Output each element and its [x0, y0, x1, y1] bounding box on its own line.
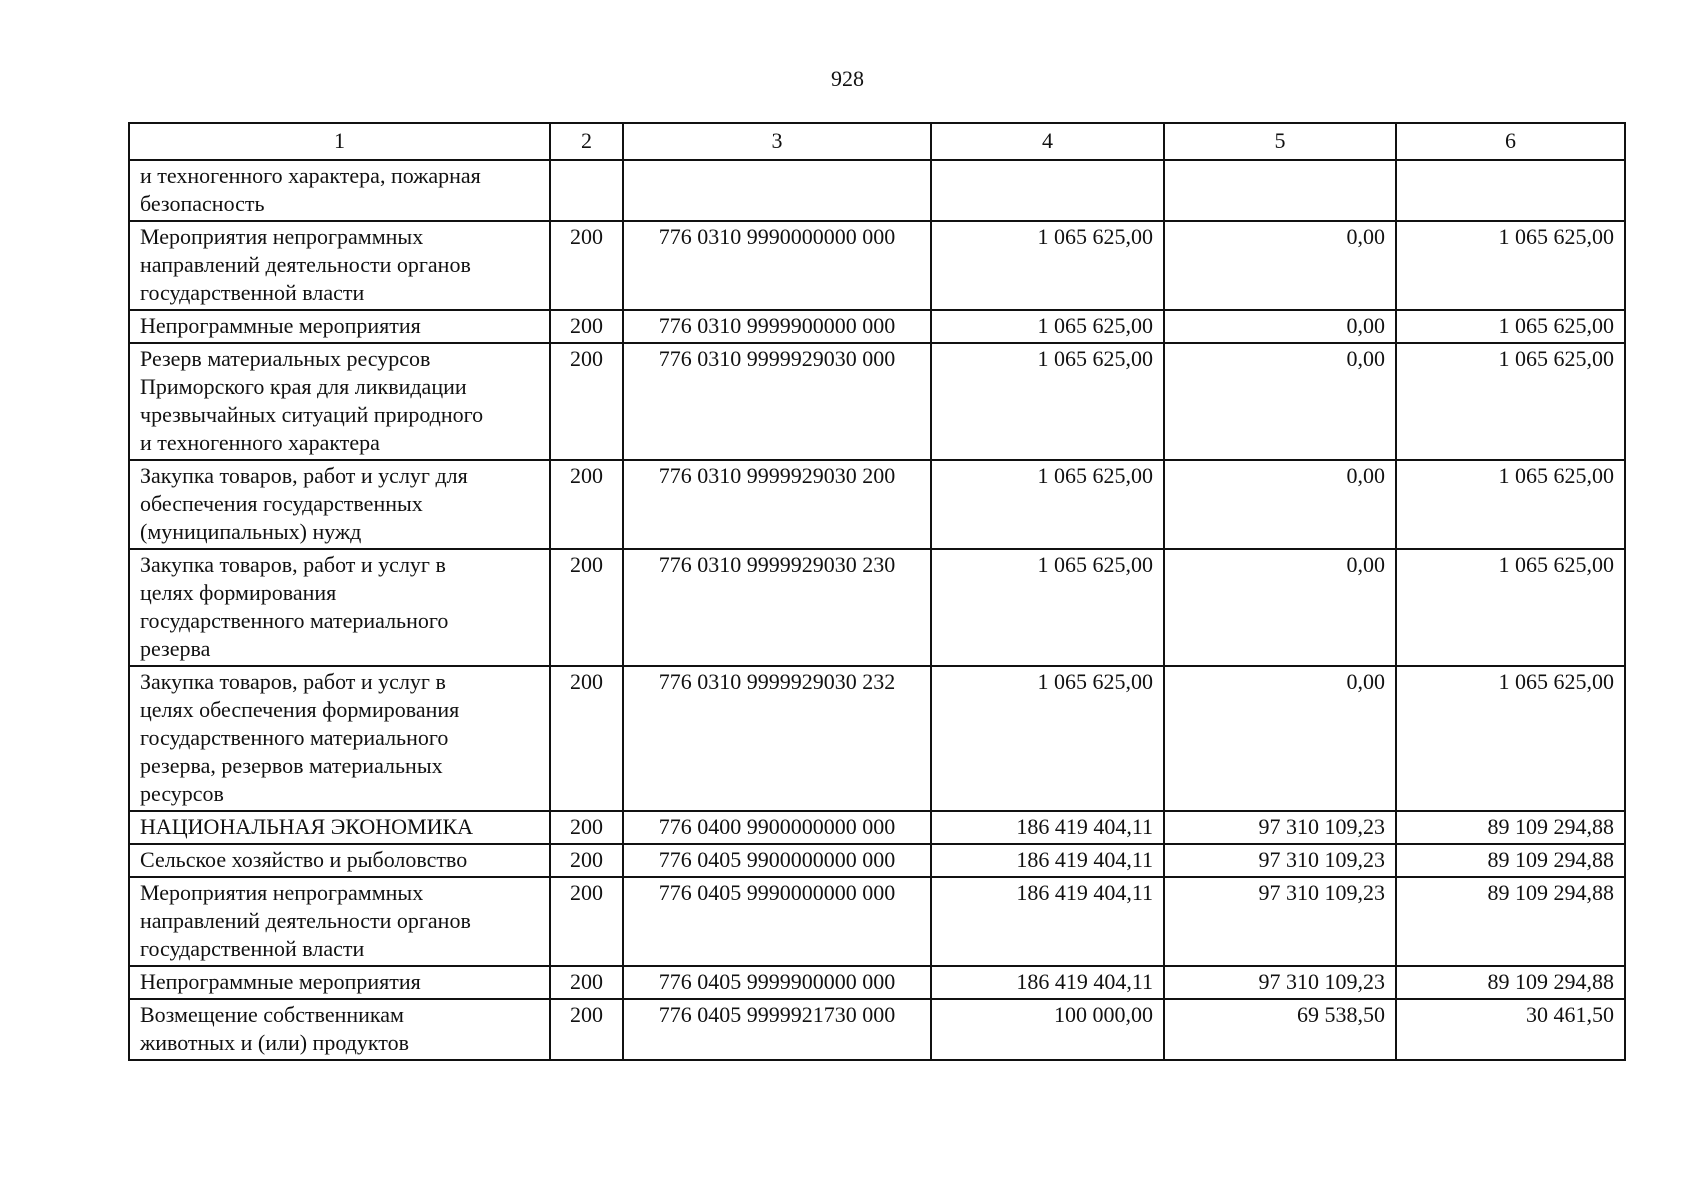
row-amount-col5: 0,00 — [1164, 460, 1396, 549]
row-amount-col6: 1 065 625,00 — [1396, 460, 1625, 549]
row-amount-col4: 100 000,00 — [931, 999, 1164, 1060]
row-code: 200 — [550, 966, 623, 999]
row-code: 200 — [550, 310, 623, 343]
row-amount-col4: 1 065 625,00 — [931, 310, 1164, 343]
row-name-text: Закупка товаров, работ и услуг для обеспечения государственных (муниципальных) нужд — [140, 463, 468, 544]
row-name — [129, 999, 550, 1060]
row-name — [129, 966, 550, 999]
row-name-text: Закупка товаров, работ и услуг в целях формирования государственного материального резерва — [140, 552, 449, 661]
row-amount-col6: 1 065 625,00 — [1396, 549, 1625, 666]
row-name — [129, 310, 550, 343]
row-code: 200 — [550, 221, 623, 310]
row-name-text: Возмещение собственникам животных и (или) продуктов — [140, 1002, 409, 1055]
row-name — [129, 666, 550, 811]
row-amount-col6: 30 461,50 — [1396, 999, 1625, 1060]
row-kbk: 776 0310 9999900000 000 — [623, 310, 931, 343]
row-amount-col5: 0,00 — [1164, 666, 1396, 811]
row-amount-col5 — [1164, 160, 1396, 221]
row-code: 200 — [550, 666, 623, 811]
row-code: 200 — [550, 844, 623, 877]
row-amount-col4: 1 065 625,00 — [931, 460, 1164, 549]
table-row — [129, 877, 1625, 966]
row-amount-col6: 89 109 294,88 — [1396, 811, 1625, 844]
budget-table — [128, 122, 1626, 1061]
row-name-text: Мероприятия непрограммных направлений деятельности органов государственной власти — [140, 880, 471, 961]
row-kbk: 776 0400 9900000000 000 — [623, 811, 931, 844]
row-amount-col6: 1 065 625,00 — [1396, 221, 1625, 310]
table-row — [129, 811, 1625, 844]
row-amount-col6 — [1396, 160, 1625, 221]
table-row — [129, 666, 1625, 811]
table-body — [129, 160, 1625, 1060]
row-name — [129, 343, 550, 460]
row-kbk: 776 0405 9990000000 000 — [623, 877, 931, 966]
row-name — [129, 844, 550, 877]
column-header: 2 — [550, 123, 623, 160]
row-amount-col6: 89 109 294,88 — [1396, 966, 1625, 999]
row-amount-col6: 1 065 625,00 — [1396, 666, 1625, 811]
row-amount-col5: 0,00 — [1164, 221, 1396, 310]
row-amount-col4: 186 419 404,11 — [931, 811, 1164, 844]
row-amount-col4: 186 419 404,11 — [931, 966, 1164, 999]
row-amount-col4: 1 065 625,00 — [931, 221, 1164, 310]
table-row — [129, 160, 1625, 221]
row-amount-col5: 97 310 109,23 — [1164, 966, 1396, 999]
row-amount-col5: 69 538,50 — [1164, 999, 1396, 1060]
row-kbk: 776 0405 9900000000 000 — [623, 844, 931, 877]
column-header: 5 — [1164, 123, 1396, 160]
row-amount-col4: 186 419 404,11 — [931, 877, 1164, 966]
table-row — [129, 343, 1625, 460]
row-code: 200 — [550, 549, 623, 666]
row-name-text: Сельское хозяйство и рыболовство — [140, 847, 468, 872]
row-name — [129, 460, 550, 549]
column-header: 1 — [129, 123, 550, 160]
row-amount-col4: 186 419 404,11 — [931, 844, 1164, 877]
row-amount-col5: 97 310 109,23 — [1164, 877, 1396, 966]
row-name-text: и техногенного характера, пожарная безопасность — [140, 163, 481, 216]
row-amount-col4 — [931, 160, 1164, 221]
row-kbk: 776 0405 9999921730 000 — [623, 999, 931, 1060]
row-name-text: Мероприятия непрограммных направлений деятельности органов государственной власти — [140, 224, 471, 305]
row-amount-col6: 89 109 294,88 — [1396, 877, 1625, 966]
row-kbk — [623, 160, 931, 221]
row-amount-col6: 89 109 294,88 — [1396, 844, 1625, 877]
row-amount-col5: 0,00 — [1164, 310, 1396, 343]
row-code: 200 — [550, 460, 623, 549]
row-name — [129, 811, 550, 844]
row-code: 200 — [550, 811, 623, 844]
row-kbk: 776 0310 9990000000 000 — [623, 221, 931, 310]
row-kbk: 776 0310 9999929030 232 — [623, 666, 931, 811]
row-code — [550, 160, 623, 221]
table-header-row — [129, 123, 1625, 160]
table-row — [129, 549, 1625, 666]
row-amount-col6: 1 065 625,00 — [1396, 343, 1625, 460]
page-number: 928 — [831, 66, 864, 91]
row-kbk: 776 0310 9999929030 200 — [623, 460, 931, 549]
column-header: 4 — [931, 123, 1164, 160]
row-name — [129, 160, 550, 221]
column-header: 3 — [623, 123, 931, 160]
row-name-text: Резерв материальных ресурсов Приморского края для ликвидации чрезвычайных ситуаций природного и техногенного характера — [140, 346, 484, 455]
row-amount-col4: 1 065 625,00 — [931, 666, 1164, 811]
table-row — [129, 221, 1625, 310]
table-row — [129, 999, 1625, 1060]
row-name-text: Непрограммные мероприятия — [140, 313, 421, 338]
row-code: 200 — [550, 343, 623, 460]
row-kbk: 776 0310 9999929030 230 — [623, 549, 931, 666]
table-row — [129, 460, 1625, 549]
row-name — [129, 549, 550, 666]
row-kbk: 776 0405 9999900000 000 — [623, 966, 931, 999]
row-name — [129, 221, 550, 310]
row-amount-col6: 1 065 625,00 — [1396, 310, 1625, 343]
row-amount-col4: 1 065 625,00 — [931, 549, 1164, 666]
row-amount-col4: 1 065 625,00 — [931, 343, 1164, 460]
row-amount-col5: 97 310 109,23 — [1164, 811, 1396, 844]
row-amount-col5: 0,00 — [1164, 549, 1396, 666]
row-amount-col5: 0,00 — [1164, 343, 1396, 460]
row-code: 200 — [550, 999, 623, 1060]
row-kbk: 776 0310 9999929030 000 — [623, 343, 931, 460]
column-header: 6 — [1396, 123, 1625, 160]
row-name-text: Закупка товаров, работ и услуг в целях обеспечения формирования государственного материального резерва, резервов материальных ресурсов — [140, 669, 460, 806]
row-name-text: НАЦИОНАЛЬНАЯ ЭКОНОМИКА — [140, 814, 474, 839]
table-row — [129, 310, 1625, 343]
row-code: 200 — [550, 877, 623, 966]
row-name — [129, 877, 550, 966]
table-row — [129, 966, 1625, 999]
table-row — [129, 844, 1625, 877]
row-name-text: Непрограммные мероприятия — [140, 969, 421, 994]
row-amount-col5: 97 310 109,23 — [1164, 844, 1396, 877]
